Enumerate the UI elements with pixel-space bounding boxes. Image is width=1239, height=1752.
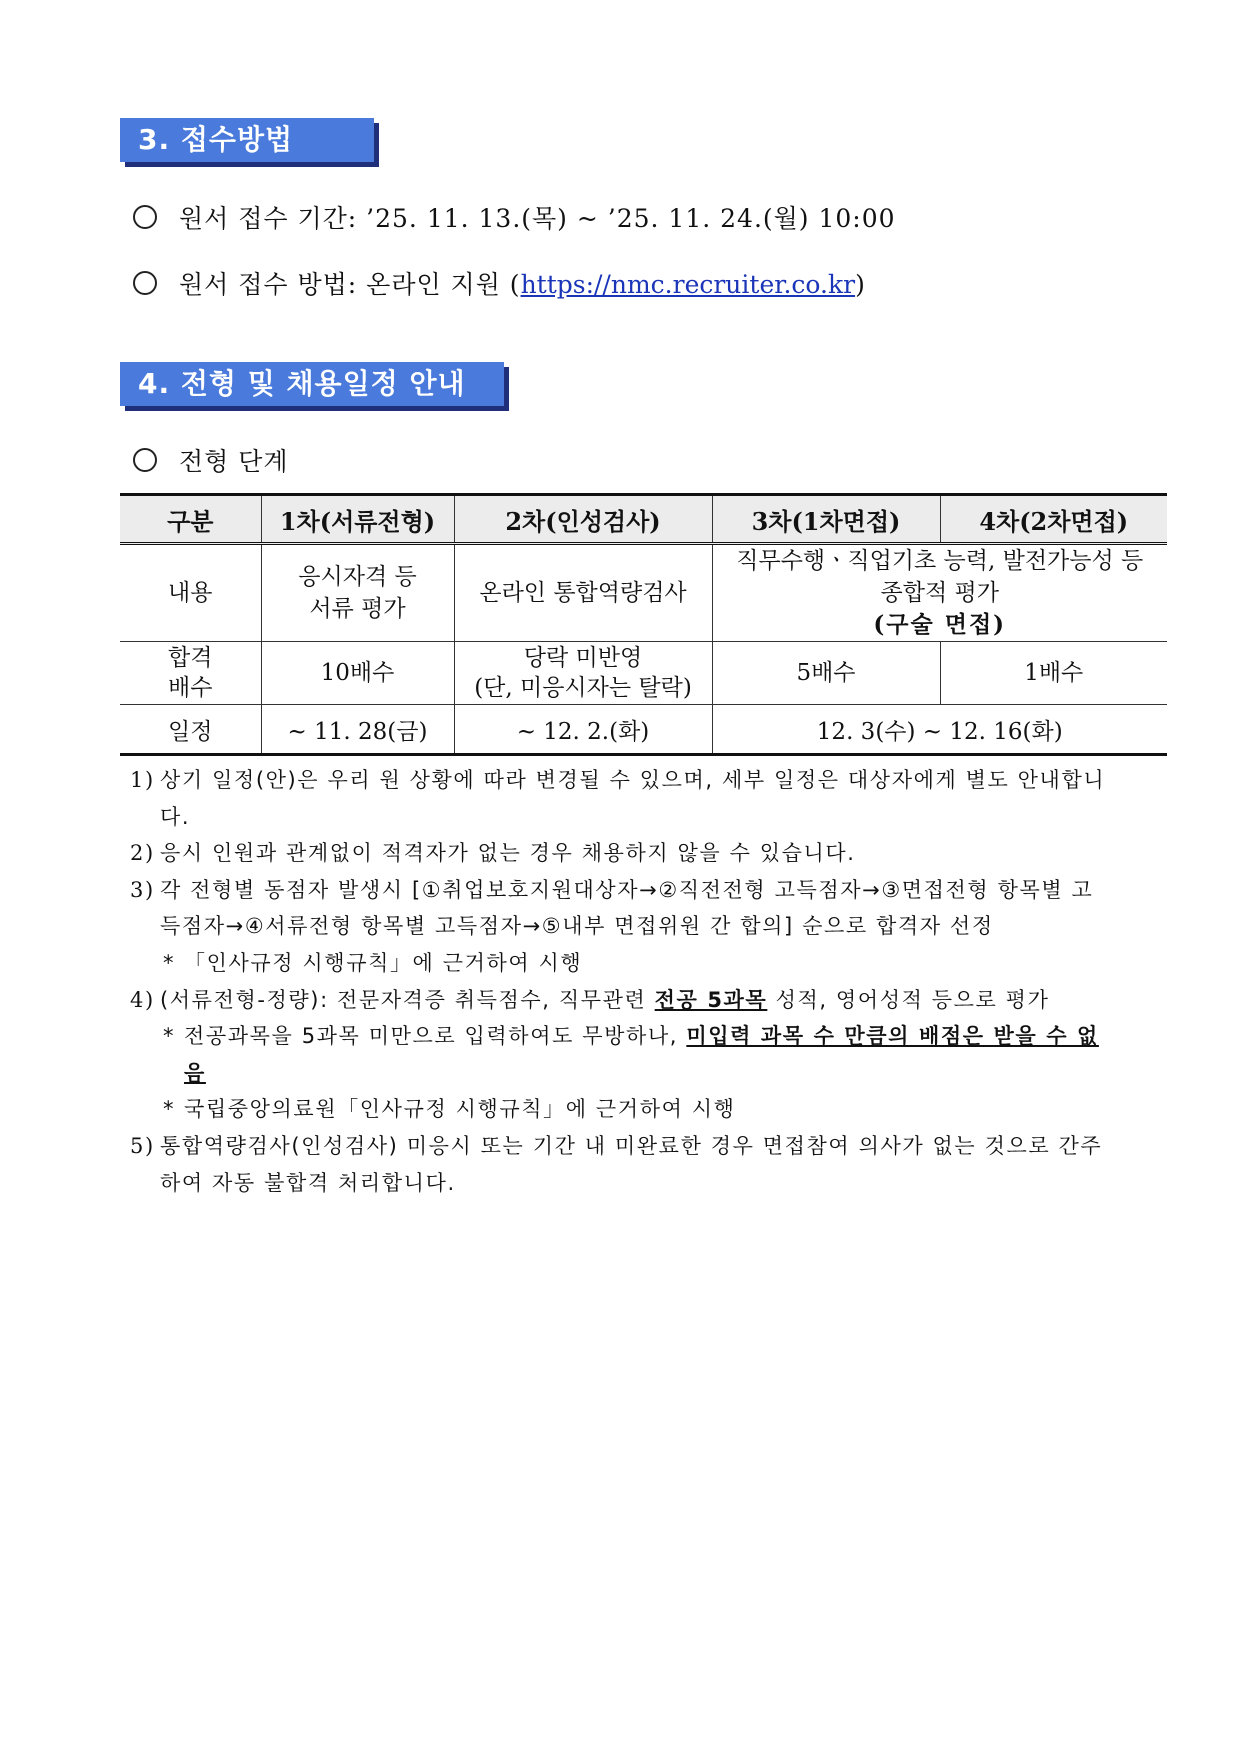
application-method-prefix: 원서 접수 방법: 온라인 지원 (	[179, 270, 521, 299]
note-text: 상기 일정(안)은 우리 원 상황에 따라 변경될 수 있으며, 세부 일정은 대상자에게 별도 안내합니다.	[160, 768, 1106, 829]
cell-stage34-schedule: 12. 3(수) ~ 12. 16(화)	[712, 705, 1167, 755]
header-stage-4: 4차(2차면접)	[940, 495, 1167, 544]
note-text: 성적, 영어성적 등으로 평가	[767, 987, 1050, 1012]
section-4-title: 4. 전형 및 채용일정 안내	[120, 362, 504, 406]
table-row-content	[120, 544, 1167, 642]
recruiter-link[interactable]: https://nmc.recruiter.co.kr	[520, 270, 856, 299]
note-text: 통합역량검사(인성검사) 미응시 또는 기간 내 미완료한 경우 면접참여 의사가 없는 것으로 간주하여 자동 불합격 처리합니다.	[160, 1133, 1103, 1195]
cell-stage3-ratio: 5배수	[712, 642, 940, 705]
cell-stage2-ratio	[454, 642, 712, 705]
cell-text: 합격	[168, 645, 213, 671]
note-number: 1)	[130, 768, 155, 792]
cell-stage1-schedule: ~ 11. 28(금)	[261, 705, 454, 755]
header-stage-3: 3차(1차면접)	[712, 495, 940, 544]
cell-text: 배수	[168, 675, 213, 701]
note-number: 2)	[130, 841, 155, 866]
sub-text: 전공과목을 5과목 미만으로 입력하여도 무방하나,	[184, 1024, 687, 1049]
table-row-schedule	[120, 705, 1167, 755]
stage-table	[120, 493, 1167, 756]
application-method-item	[133, 268, 866, 302]
row-label-schedule: 일정	[120, 705, 261, 755]
note-text: 응시 인원과 관계없이 적격자가 없는 경우 채용하지 않을 수 있습니다.	[160, 841, 856, 866]
cell-text: 종합적 평가	[880, 580, 999, 606]
note-4	[130, 982, 1110, 1019]
asterisk-marker: *	[163, 950, 176, 975]
cell-text: 직무수행ㆍ직업기초 능력, 발전가능성 등	[736, 548, 1144, 574]
table-row-ratio	[120, 642, 1167, 705]
stage-subtitle-item	[133, 445, 289, 479]
asterisk-marker: *	[163, 1097, 176, 1122]
cell-text: 서류 평가	[309, 596, 406, 622]
cell-stage34-content	[712, 544, 1167, 642]
note-2	[130, 835, 1110, 872]
application-period-item	[133, 202, 896, 236]
cell-stage1-content	[261, 544, 454, 642]
cell-text: 당락 미반영	[523, 645, 643, 671]
note-3-sub	[130, 945, 1110, 982]
header-category: 구분	[120, 495, 261, 544]
sub-emphasis: 미입력 과목 수 만큼의 배점은 받을 수 없음	[184, 1024, 1099, 1085]
circle-bullet-icon	[133, 271, 157, 295]
note-4-sub-2	[130, 1091, 1110, 1128]
circle-bullet-icon	[133, 448, 157, 472]
note-number: 5)	[130, 1133, 155, 1158]
cell-stage2-content: 온라인 통합역량검사	[454, 544, 712, 642]
header-stage-2: 2차(인성검사)	[454, 495, 712, 544]
cell-text: (단, 미응시자는 탈락)	[474, 675, 692, 701]
notes-list	[130, 762, 1110, 1201]
section-3-heading	[120, 118, 374, 162]
note-5	[130, 1128, 1110, 1201]
note-number: 3)	[130, 877, 155, 902]
table-header-row	[120, 495, 1167, 544]
cell-text: 응시자격 등	[298, 564, 417, 590]
section-3-title: 3. 접수방법	[120, 118, 374, 162]
header-stage-1: 1차(서류전형)	[261, 495, 454, 544]
cell-stage2-schedule: ~ 12. 2.(화)	[454, 705, 712, 755]
stage-subtitle: 전형 단계	[179, 447, 289, 476]
sub-text: 국립중앙의료원「인사규정 시행규칙」에 근거하여 시행	[184, 1097, 736, 1122]
application-period-text: 원서 접수 기간: ’25. 11. 13.(목) ~ ’25. 11. 24.(월) 10:00	[179, 204, 896, 233]
section-4-heading	[120, 362, 504, 406]
row-label-content: 내용	[120, 544, 261, 642]
cell-stage4-ratio: 1배수	[940, 642, 1167, 705]
asterisk-marker: *	[163, 1024, 176, 1049]
note-text: 각 전형별 동점자 발생시 [①취업보호지원대상자→②직전전형 고득점자→③면접전형 항목별 고득점자→④서류전형 항목별 고득점자→⑤내부 면접위원 간 합의] 순으로 합격자 선정	[160, 877, 1094, 939]
note-3	[130, 872, 1110, 945]
application-method-suffix: )	[855, 270, 866, 299]
cell-stage1-ratio: 10배수	[261, 642, 454, 705]
note-1	[130, 762, 1110, 835]
note-number: 4)	[130, 987, 155, 1012]
note-text: (서류전형-정량): 전문자격증 취득점수, 직무관련	[160, 987, 655, 1012]
circle-bullet-icon	[133, 205, 157, 229]
row-label-ratio	[120, 642, 261, 705]
note-4-sub-1	[130, 1018, 1110, 1091]
sub-text: 「인사규정 시행규칙」에 근거하여 시행	[184, 950, 583, 975]
cell-text-bold: (구술 면접)	[873, 611, 1007, 638]
note-emphasis: 전공 5과목	[654, 987, 768, 1012]
